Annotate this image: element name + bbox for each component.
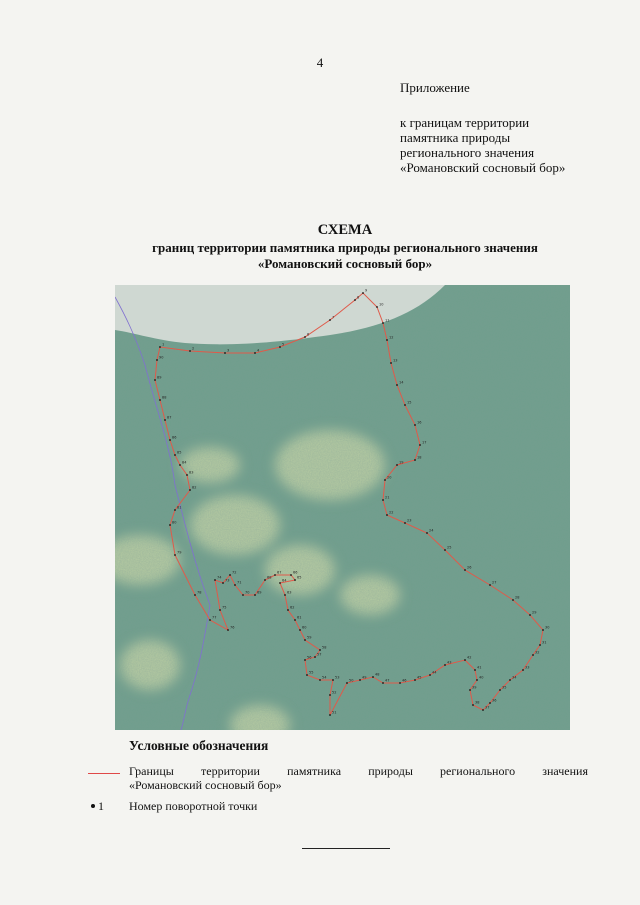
turning-point <box>229 574 231 576</box>
turning-point-label: 28 <box>515 595 520 600</box>
turning-point-label: 54 <box>322 675 327 680</box>
turning-point-label: 74 <box>217 575 222 580</box>
turning-point <box>329 319 331 321</box>
appendix-block <box>400 80 565 175</box>
turning-point <box>234 584 236 586</box>
turning-point-label: 42 <box>467 655 472 660</box>
satellite-texture <box>115 285 570 730</box>
turning-point <box>169 439 171 441</box>
turning-point <box>174 554 176 556</box>
turning-point-label: 53 <box>335 675 340 680</box>
turning-point <box>319 649 321 651</box>
turning-point-label: 50 <box>349 678 354 683</box>
schema-subtitle-line: «Романовский сосновый бор» <box>257 256 433 271</box>
turning-point-label: 62 <box>290 605 295 610</box>
turning-point-label: 72 <box>232 570 237 575</box>
turning-point <box>306 674 308 676</box>
turning-point-label: 15 <box>407 400 412 405</box>
legend-boundary-text <box>129 764 588 792</box>
legend-boundary-line2: «Романовский сосновый бор» <box>129 778 282 792</box>
turning-point-label: 6 <box>307 332 310 337</box>
turning-point <box>224 352 226 354</box>
turning-point <box>404 522 406 524</box>
turning-point-label: 46 <box>402 678 407 683</box>
turning-point <box>464 659 466 661</box>
boundary-map <box>115 285 570 730</box>
turning-point-label: 43 <box>447 660 452 665</box>
turning-point-label: 11 <box>385 318 390 323</box>
point-marker-sample <box>91 804 95 808</box>
turning-point-label: 18 <box>417 455 422 460</box>
turning-point-label: 10 <box>379 302 384 307</box>
turning-point <box>329 714 331 716</box>
turning-point <box>509 679 511 681</box>
turning-point-label: 87 <box>167 415 172 420</box>
turning-point <box>444 549 446 551</box>
turning-point-label: 69 <box>257 590 262 595</box>
turning-point <box>194 594 196 596</box>
turning-point-label: 12 <box>389 335 394 340</box>
legend-title: Условные обозначения <box>129 738 269 753</box>
turning-point <box>299 629 301 631</box>
turning-point <box>346 682 348 684</box>
turning-point-label: 82 <box>192 485 197 490</box>
turning-point-label: 60 <box>302 625 307 630</box>
turning-point-label: 45 <box>417 675 422 680</box>
turning-point-label: 22 <box>389 510 394 515</box>
turning-point-label: 19 <box>399 460 404 465</box>
turning-point-label: 40 <box>479 675 484 680</box>
turning-point-label: 27 <box>492 580 497 585</box>
turning-point <box>304 336 306 338</box>
turning-point <box>156 359 158 361</box>
turning-point-label: 89 <box>157 375 162 380</box>
turning-point-label: 51 <box>332 710 337 715</box>
turning-point <box>464 569 466 571</box>
turning-point <box>396 384 398 386</box>
turning-point-label: 20 <box>387 475 392 480</box>
appendix-line: памятника природы <box>400 130 511 145</box>
turning-point <box>469 689 471 691</box>
turning-point-label: 35 <box>502 685 507 690</box>
point-marker-number: 1 <box>98 799 104 813</box>
turning-point <box>354 299 356 301</box>
turning-point-label: 1 <box>162 342 165 347</box>
turning-point <box>376 306 378 308</box>
turning-point <box>476 679 478 681</box>
turning-point-label: 34 <box>512 675 517 680</box>
turning-point <box>179 464 181 466</box>
turning-point-label: 59 <box>307 635 312 640</box>
turning-point-label: 32 <box>535 650 540 655</box>
turning-point-label: 47 <box>385 678 390 683</box>
turning-point <box>382 322 384 324</box>
turning-point <box>419 444 421 446</box>
turning-point <box>209 619 211 621</box>
turning-point <box>382 499 384 501</box>
turning-point <box>489 584 491 586</box>
turning-point-label: 23 <box>407 518 412 523</box>
turning-point-label: 31 <box>542 640 547 645</box>
turning-point-label: 77 <box>212 615 217 620</box>
turning-point-label: 21 <box>385 495 390 500</box>
turning-point <box>414 424 416 426</box>
turning-point <box>227 629 229 631</box>
turning-point-label: 30 <box>545 625 550 630</box>
turning-point-label: 3 <box>227 348 230 353</box>
turning-point <box>186 474 188 476</box>
appendix-heading: Приложение <box>400 80 470 95</box>
turning-point-label: 14 <box>399 380 404 385</box>
turning-point <box>384 479 386 481</box>
turning-point-label: 4 <box>257 348 260 353</box>
turning-point-label: 57 <box>317 652 322 657</box>
boundary-line-sample <box>88 773 120 774</box>
turning-point <box>159 399 161 401</box>
turning-point <box>396 464 398 466</box>
turning-point <box>222 582 224 584</box>
turning-point <box>332 679 334 681</box>
turning-point-label: 52 <box>332 690 337 695</box>
turning-point <box>174 454 176 456</box>
turning-point <box>319 679 321 681</box>
turning-point <box>254 594 256 596</box>
turning-point <box>264 579 266 581</box>
schema-subtitle-line: границ территории памятника природы регионального значения <box>152 240 538 255</box>
turning-point <box>472 704 474 706</box>
schema-title: СХЕМА <box>317 222 373 238</box>
turning-point-label: 39 <box>472 685 477 690</box>
turning-point-label: 26 <box>467 565 472 570</box>
turning-point-label: 64 <box>282 578 287 583</box>
page-number: 4 <box>316 55 324 70</box>
turning-point <box>539 644 541 646</box>
turning-point-label: 70 <box>245 590 250 595</box>
turning-point <box>154 379 156 381</box>
turning-point <box>404 404 406 406</box>
turning-point <box>359 679 361 681</box>
turning-point-label: 71 <box>237 580 242 585</box>
turning-point <box>532 654 534 656</box>
turning-point-label: 17 <box>422 440 427 445</box>
turning-point-label: 85 <box>177 450 182 455</box>
turning-point <box>382 682 384 684</box>
turning-point-label: 86 <box>172 435 177 440</box>
turning-point-label: 58 <box>322 645 327 650</box>
turning-point <box>279 582 281 584</box>
turning-point-label: 61 <box>297 615 302 620</box>
turning-point <box>294 579 296 581</box>
turning-point <box>429 674 431 676</box>
turning-point <box>214 579 216 581</box>
turning-point-label: 7 <box>332 315 335 320</box>
turning-point <box>189 489 191 491</box>
appendix-line: регионального значения <box>400 145 535 160</box>
turning-point-label: 80 <box>172 520 177 525</box>
turning-point-label: 33 <box>525 665 530 670</box>
appendix-line: «Романовский сосновый бор» <box>400 160 566 175</box>
turning-point-label: 38 <box>475 700 480 705</box>
appendix-line: к границам территории <box>400 115 530 130</box>
turning-point <box>174 509 176 511</box>
turning-point <box>362 292 364 294</box>
turning-point-label: 67 <box>277 570 282 575</box>
turning-point-label: 41 <box>477 665 482 670</box>
turning-point <box>444 664 446 666</box>
turning-point-label: 37 <box>485 705 490 710</box>
legend-point-text: Номер поворотной точки <box>129 799 258 813</box>
turning-point-label: 75 <box>222 605 227 610</box>
turning-point-label: 16 <box>417 420 422 425</box>
turning-point <box>254 352 256 354</box>
turning-point <box>489 702 491 704</box>
turning-point-label: 81 <box>177 505 182 510</box>
turning-point-label: 56 <box>307 655 312 660</box>
turning-point-label: 73 <box>225 578 230 583</box>
turning-point <box>542 629 544 631</box>
turning-point <box>482 709 484 711</box>
turning-point <box>290 574 292 576</box>
turning-point-label: 9 <box>365 288 368 293</box>
turning-point <box>522 669 524 671</box>
turning-point <box>169 524 171 526</box>
turning-point <box>274 574 276 576</box>
turning-point <box>499 689 501 691</box>
turning-point <box>414 679 416 681</box>
turning-point-label: 36 <box>492 698 497 703</box>
turning-point-label: 44 <box>432 670 437 675</box>
turning-point-label: 78 <box>197 590 202 595</box>
turning-point-label: 65 <box>297 575 302 580</box>
turning-point-label: 8 <box>357 295 360 300</box>
turning-point <box>287 609 289 611</box>
turning-point-label: 13 <box>393 358 398 363</box>
turning-point-label: 68 <box>267 575 272 580</box>
turning-point <box>294 619 296 621</box>
turning-point-label: 48 <box>375 672 380 677</box>
turning-point-label: 88 <box>162 395 167 400</box>
turning-point <box>219 609 221 611</box>
turning-point <box>386 339 388 341</box>
turning-point <box>399 682 401 684</box>
turning-point <box>386 514 388 516</box>
turning-point <box>164 419 166 421</box>
turning-point <box>279 346 281 348</box>
map-canvas <box>115 285 570 730</box>
turning-point-label: 25 <box>447 545 452 550</box>
turning-point-label: 84 <box>182 460 187 465</box>
turning-point <box>372 676 374 678</box>
turning-point-label: 76 <box>230 625 235 630</box>
turning-point <box>189 350 191 352</box>
turning-point <box>304 639 306 641</box>
turning-point-label: 5 <box>282 342 285 347</box>
turning-point <box>159 346 161 348</box>
turning-point <box>304 659 306 661</box>
turning-point-label: 79 <box>177 550 182 555</box>
turning-point <box>512 599 514 601</box>
turning-point <box>314 656 316 658</box>
turning-point <box>474 669 476 671</box>
turning-point <box>390 362 392 364</box>
turning-point <box>284 594 286 596</box>
turning-point-label: 66 <box>293 570 298 575</box>
turning-point <box>426 532 428 534</box>
legend-boundary-line1: Границы территории памятника природы регионального значения <box>129 764 588 778</box>
turning-point-label: 55 <box>309 670 314 675</box>
turning-point <box>329 694 331 696</box>
turning-point-label: 24 <box>429 528 434 533</box>
turning-point <box>529 614 531 616</box>
schema-subtitle <box>0 240 640 272</box>
turning-point <box>414 459 416 461</box>
turning-point-label: 63 <box>287 590 292 595</box>
turning-point <box>242 594 244 596</box>
turning-point-label: 49 <box>362 675 367 680</box>
footer-rule <box>302 848 390 849</box>
turning-point-label: 29 <box>532 610 537 615</box>
turning-point-label: 2 <box>192 346 195 351</box>
turning-point-label: 83 <box>189 470 194 475</box>
turning-point-label: 90 <box>159 355 164 360</box>
